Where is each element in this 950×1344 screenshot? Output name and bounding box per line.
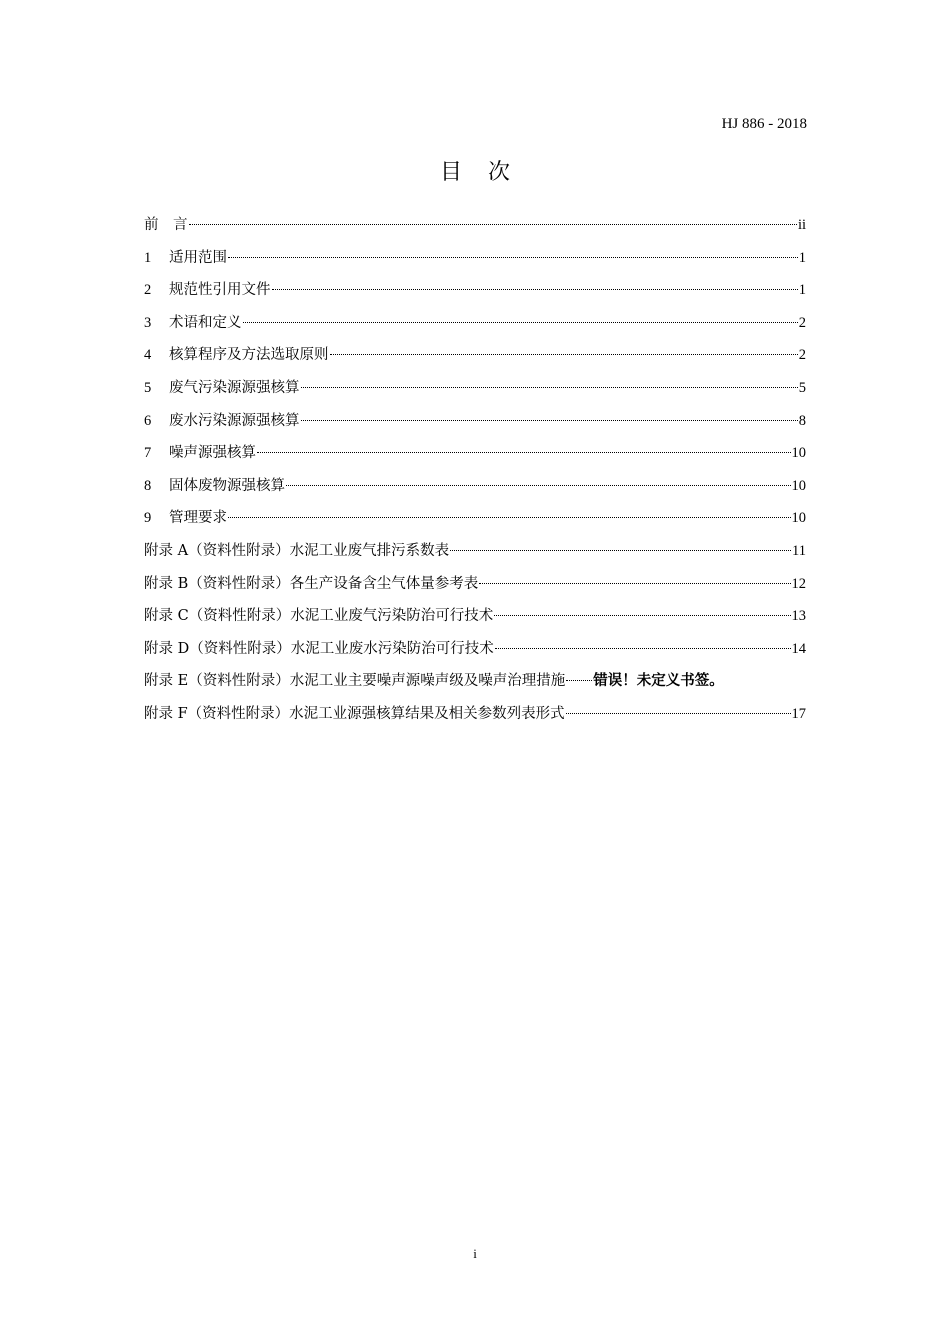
toc-entry-page-error: 错误！未定义书签。 (593, 673, 724, 690)
toc-entry-number: 9 (144, 510, 152, 527)
toc-entry-number: 4 (144, 347, 152, 364)
toc-entry-label: 规范性引用文件 (169, 282, 271, 299)
toc-entry-3[interactable] (144, 309, 806, 342)
toc-entry-label: 附录 C（资料性附录）水泥工业废气污染防治可行技术 (144, 608, 494, 625)
toc-dot-leader (566, 680, 592, 681)
toc-entry-number: 5 (144, 379, 152, 396)
toc-entry-appendix-a[interactable] (144, 537, 806, 570)
toc-entry-number: 8 (144, 477, 152, 494)
toc-dot-leader (479, 583, 790, 584)
toc-entry-label: 附录 F（资料性附录）水泥工业源强核算结果及相关参数列表形式 (144, 705, 565, 722)
page-number: i (473, 1246, 477, 1261)
toc-entry-label: 固体废物源强核算 (169, 477, 285, 494)
toc-dot-leader (301, 387, 798, 388)
toc-dot-leader (228, 517, 791, 518)
toc-entry-4[interactable] (144, 341, 806, 374)
toc-entry-9[interactable] (144, 504, 806, 537)
toc-entry-2[interactable] (144, 276, 806, 309)
toc-dot-leader (566, 713, 791, 714)
toc-dot-leader (228, 257, 798, 258)
toc-entry-1[interactable] (144, 244, 806, 277)
toc-dot-leader (301, 420, 798, 421)
toc-entry-label: 附录 B（资料性附录）各生产设备含尘气体量参考表 (144, 575, 479, 592)
toc-entry-foreword[interactable] (144, 211, 806, 244)
toc-entry-label: 术语和定义 (169, 314, 242, 331)
toc-entry-page: 1 (798, 249, 806, 266)
toc-entry-6[interactable] (144, 407, 806, 440)
toc-entry-label: 适用范围 (169, 249, 227, 266)
toc-entry-page: 5 (798, 379, 806, 396)
toc-entry-page: 13 (791, 608, 806, 625)
toc-entry-label: 噪声源强核算 (169, 445, 256, 462)
toc-dot-leader (286, 485, 791, 486)
toc-entry-label: 废气污染源源强核算 (169, 379, 300, 396)
toc-entry-8[interactable] (144, 472, 806, 505)
toc-entry-number: 1 (144, 249, 152, 266)
standard-code: HJ 886 - 2018 (721, 116, 807, 132)
toc-entry-page: 12 (791, 575, 806, 592)
toc-entry-5[interactable] (144, 374, 806, 407)
toc-entry-page: 11 (792, 542, 806, 559)
toc-entry-page: 1 (798, 282, 806, 299)
toc-entry-label: 前 言 (144, 217, 188, 233)
toc-entry-page: 10 (791, 477, 806, 494)
toc-dot-leader (257, 452, 791, 453)
toc-dot-leader (330, 354, 798, 355)
toc-dot-leader (243, 322, 798, 323)
toc-entry-appendix-b[interactable] (144, 570, 806, 603)
toc-entry-appendix-e[interactable] (144, 667, 806, 700)
toc-entry-number: 2 (144, 282, 152, 299)
toc-entry-label: 核算程序及方法选取原则 (169, 347, 329, 364)
toc-entry-number: 6 (144, 412, 152, 429)
toc-entry-label: 附录 D（资料性附录）水泥工业废水污染防治可行技术 (144, 640, 494, 657)
toc-entry-page: 2 (798, 314, 806, 331)
toc-entry-page: ii (797, 217, 806, 233)
page-title: 目次 (439, 160, 536, 185)
toc-dot-leader (450, 550, 791, 551)
toc-entry-appendix-d[interactable] (144, 635, 806, 668)
toc-entry-label: 附录 E（资料性附录）水泥工业主要噪声源噪声级及噪声治理措施 (144, 673, 566, 690)
toc-entry-page: 2 (798, 347, 806, 364)
toc-entry-label: 附录 A（资料性附录）水泥工业废气排污系数表 (144, 542, 450, 559)
toc-entry-page: 10 (791, 445, 806, 462)
toc-entry-appendix-c[interactable] (144, 602, 806, 635)
toc-entry-appendix-f[interactable] (144, 700, 806, 733)
toc-dot-leader (272, 289, 798, 290)
table-of-contents (144, 211, 806, 733)
toc-dot-leader (494, 615, 790, 616)
toc-dot-leader (189, 224, 797, 225)
toc-entry-label: 废水污染源源强核算 (169, 412, 300, 429)
toc-entry-number: 3 (144, 314, 152, 331)
toc-entry-label: 管理要求 (169, 510, 227, 527)
toc-entry-number: 7 (144, 445, 152, 462)
toc-entry-page: 8 (798, 412, 806, 429)
toc-entry-page: 17 (791, 705, 806, 722)
toc-dot-leader (495, 648, 791, 649)
toc-entry-7[interactable] (144, 439, 806, 472)
toc-entry-page: 10 (791, 510, 806, 527)
toc-entry-page: 14 (791, 640, 806, 657)
